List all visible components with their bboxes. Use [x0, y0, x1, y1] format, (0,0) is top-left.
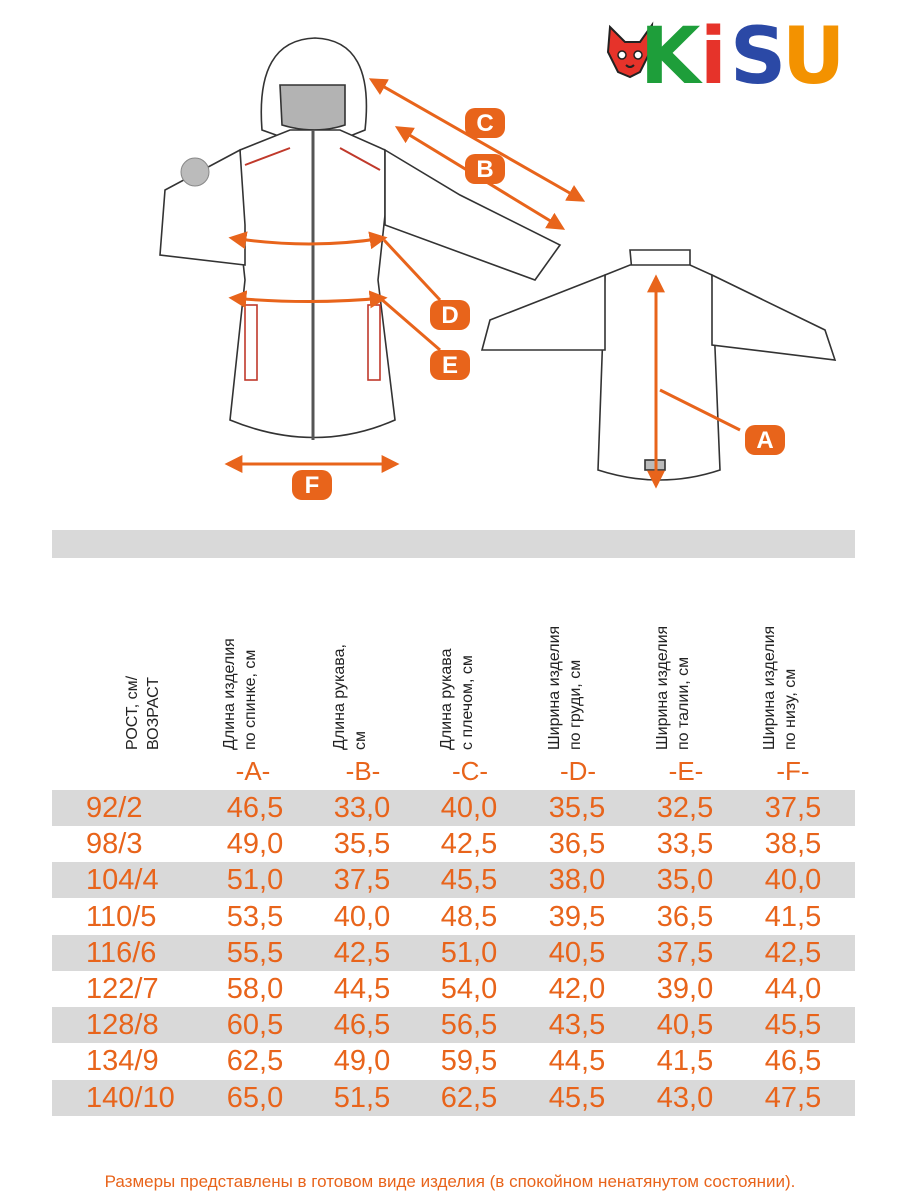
column-letter: -A-: [235, 756, 271, 786]
row-size-label: 128/8: [86, 1009, 159, 1042]
row-value: 39,5: [548, 900, 606, 933]
header-line: по талии, см: [675, 656, 692, 750]
row-value: 42,5: [764, 936, 822, 969]
row-value: 62,5: [440, 1081, 498, 1114]
row-value: 48,5: [440, 900, 498, 933]
row-value: 46,5: [226, 792, 284, 824]
header-line: по низу, см: [782, 668, 799, 750]
svg-text:C: C: [476, 110, 494, 137]
row-value: 40,5: [656, 1009, 714, 1042]
table-row: [52, 790, 855, 826]
row-value: 37,5: [333, 864, 391, 897]
header-line: Ширина изделия: [761, 625, 778, 750]
badge-d: [430, 300, 470, 330]
row-value: 45,5: [440, 864, 498, 897]
row-value: 49,0: [226, 828, 284, 861]
row-value: 44,0: [764, 973, 822, 1005]
row-size-label: 116/6: [86, 936, 157, 969]
logo-letter-u: U: [782, 12, 846, 102]
svg-text:D: D: [441, 302, 459, 329]
row-value: 56,5: [440, 1009, 498, 1042]
row-value: 42,0: [548, 973, 606, 1005]
badge-b: [465, 154, 505, 184]
table-top-bar: [52, 530, 855, 558]
row-value: 35,0: [656, 864, 714, 897]
row-value: 40,0: [440, 792, 498, 824]
header-line: по спинке, см: [242, 649, 259, 750]
row-value: 35,5: [333, 828, 391, 861]
table-row: [52, 862, 855, 898]
row-size-label: 98/3: [86, 828, 143, 861]
svg-text:B: B: [476, 156, 494, 183]
row-value: 51,0: [440, 936, 498, 969]
header-col-3: [542, 570, 602, 750]
row-value: 45,5: [764, 1009, 822, 1042]
header-line: по груди, см: [567, 659, 584, 750]
row-value: 45,5: [548, 1081, 606, 1114]
column-letter: -F-: [776, 756, 810, 786]
badge-a: [745, 425, 785, 455]
row-value: 49,0: [333, 1045, 391, 1078]
row-value: 51,5: [333, 1081, 391, 1114]
row-size-label: 92/2: [86, 792, 143, 824]
table-row: [52, 899, 855, 935]
column-letter: -E-: [668, 756, 704, 786]
row-size-label: 104/4: [86, 864, 159, 897]
column-letter: -C-: [451, 756, 489, 786]
header-line: Длина изделия: [221, 638, 238, 750]
row-value: 35,5: [548, 792, 606, 824]
table-row: [52, 971, 855, 1007]
row-value: 54,0: [440, 973, 498, 1005]
header-col-1: [327, 570, 387, 750]
row-value: 44,5: [548, 1045, 606, 1078]
row-value: 36,5: [656, 900, 714, 933]
row-value: 38,5: [764, 828, 822, 861]
row-value: 40,0: [333, 900, 391, 933]
badge-f: [292, 470, 332, 500]
header-height-age: [120, 570, 180, 750]
svg-text:A: A: [756, 427, 774, 454]
header-line: см: [352, 731, 369, 750]
row-value: 32,5: [656, 792, 714, 824]
row-value: 33,0: [333, 792, 391, 824]
row-size-label: 140/10: [86, 1081, 175, 1114]
header-col-2: [434, 570, 494, 750]
badge-c: [465, 108, 505, 138]
logo-letter-s: S: [730, 12, 787, 102]
jacket-front-drawing: [160, 38, 560, 440]
row-value: 46,5: [333, 1009, 391, 1042]
badge-e: [430, 350, 470, 380]
logo-letter-k: K: [640, 12, 701, 102]
row-value: 44,5: [333, 973, 391, 1005]
row-value: 58,0: [226, 973, 284, 1005]
column-letter: -D-: [559, 756, 597, 786]
row-value: 41,5: [764, 900, 822, 933]
header-col-4: [650, 570, 710, 750]
row-value: 62,5: [226, 1045, 284, 1078]
row-value: 59,5: [440, 1045, 498, 1078]
row-value: 42,5: [440, 828, 498, 861]
row-value: 65,0: [226, 1081, 284, 1114]
row-value: 51,0: [226, 864, 284, 897]
header-line: Длина рукава: [438, 648, 455, 750]
badge-icon: [181, 158, 209, 186]
header-line: ВОЗРАСТ: [145, 677, 162, 750]
table-row: [52, 1080, 855, 1116]
row-value: 41,5: [656, 1045, 714, 1078]
row-value: 37,5: [764, 792, 822, 824]
row-value: 53,5: [226, 900, 284, 933]
logo-letter-i: i: [700, 12, 727, 102]
svg-text:F: F: [304, 472, 320, 499]
column-letter: -B-: [345, 756, 381, 786]
footnote: Размеры представлены в готовом виде изделия (в спокойном ненатянутом состоянии).: [104, 1172, 796, 1191]
row-value: 42,5: [333, 936, 391, 969]
header-line: Длина рукава,: [331, 644, 348, 750]
table-row: [52, 1007, 855, 1043]
row-value: 40,5: [548, 936, 606, 969]
header-line: РОСТ, см/: [124, 675, 141, 750]
row-size-label: 122/7: [86, 973, 159, 1005]
table-row: [52, 1043, 855, 1079]
row-value: 60,5: [226, 1009, 284, 1042]
jacket-measurement-diagram: [0, 0, 900, 520]
header-col-0: [217, 570, 277, 750]
row-value: 40,0: [764, 864, 822, 897]
row-size-label: 110/5: [86, 900, 157, 933]
header-col-5: [757, 570, 817, 750]
row-value: 43,5: [548, 1009, 606, 1042]
row-value: 33,5: [656, 828, 714, 861]
row-value: 55,5: [226, 936, 284, 969]
table-row: [52, 935, 855, 971]
row-value: 47,5: [764, 1081, 822, 1114]
row-value: 36,5: [548, 828, 606, 861]
table-row: [52, 826, 855, 862]
row-value: 43,0: [656, 1081, 714, 1114]
header-line: с плечом, см: [459, 655, 476, 750]
row-size-label: 134/9: [86, 1045, 159, 1078]
row-value: 38,0: [548, 864, 606, 897]
header-line: Ширина изделия: [654, 625, 671, 750]
row-value: 46,5: [764, 1045, 822, 1078]
svg-text:E: E: [441, 352, 459, 379]
row-value: 37,5: [656, 936, 714, 969]
header-line: Ширина изделия: [546, 625, 563, 750]
row-value: 39,0: [656, 973, 714, 1005]
